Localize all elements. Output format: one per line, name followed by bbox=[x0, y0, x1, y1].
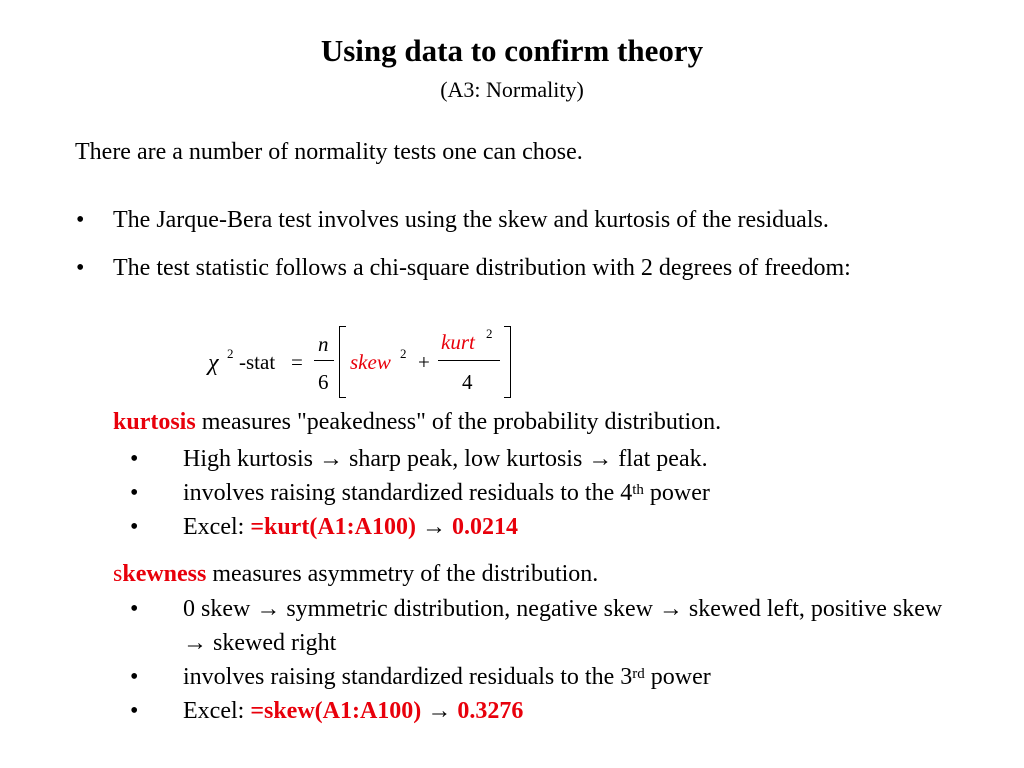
arrow: → bbox=[415, 514, 452, 540]
skew-term: skew bbox=[350, 350, 391, 374]
kurtosis-item-text bbox=[183, 476, 983, 510]
kurtosis-item-text: High kurtosis → sharp peak, low kurtosis → flat peak. bbox=[183, 446, 708, 472]
chi-symbol: χ bbox=[208, 350, 219, 376]
bullet-dot: • bbox=[130, 664, 139, 690]
slide-subtitle: (A3: Normality) bbox=[440, 77, 584, 102]
skewness-item-text bbox=[183, 660, 983, 694]
skewness-term-rest: kewness bbox=[122, 561, 207, 587]
skewness-desc: measures asymmetry of the distribution. bbox=[206, 561, 599, 587]
bullet-text: The Jarque-Bera test involves using the skew and kurtosis of the residuals. bbox=[113, 207, 829, 233]
skewness-paragraph bbox=[113, 561, 598, 588]
excel-skew-formula: =skew(A1:A100) bbox=[250, 698, 422, 724]
text-post: power bbox=[643, 480, 710, 506]
excel-kurt-formula: =kurt(A1:A100) bbox=[250, 514, 416, 540]
stat-label: -stat bbox=[239, 350, 276, 374]
jarque-bera-formula bbox=[205, 322, 525, 402]
plus-sign: + bbox=[418, 350, 430, 374]
text-pre: involves raising standardized residuals to the 4 bbox=[183, 480, 633, 506]
text-post: power bbox=[644, 664, 711, 690]
kurtosis-paragraph bbox=[113, 409, 721, 436]
bullet-dot: • bbox=[130, 698, 139, 724]
kurtosis-desc: measures "peakedness" of the probability distribution. bbox=[195, 409, 722, 435]
kurtosis-term: kurtosis bbox=[113, 409, 196, 435]
text-pre: involves raising standardized residuals to the 3 bbox=[183, 664, 633, 690]
excel-prefix: Excel: bbox=[183, 514, 251, 540]
bullet-dot: • bbox=[130, 514, 139, 540]
fraction-bar-n6 bbox=[314, 360, 334, 361]
frac-six: 6 bbox=[318, 370, 329, 394]
fraction-bar-kurt4 bbox=[438, 360, 500, 361]
left-bracket bbox=[339, 326, 346, 398]
arrow: → bbox=[421, 698, 458, 724]
frac-n: n bbox=[318, 332, 329, 356]
frac-four: 4 bbox=[462, 370, 473, 394]
skewness-term-s: s bbox=[113, 561, 123, 587]
ordinal-suffix: th bbox=[632, 482, 644, 498]
bullet-dot: • bbox=[130, 446, 139, 472]
kurt-term: kurt bbox=[441, 330, 475, 354]
bullet-dot: • bbox=[130, 480, 139, 506]
bullet-dot: • bbox=[76, 255, 85, 281]
intro-text: There are a number of normality tests one can chose. bbox=[75, 139, 583, 165]
excel-prefix: Excel: bbox=[183, 698, 251, 724]
right-bracket bbox=[504, 326, 511, 398]
chi-exponent: 2 bbox=[227, 346, 234, 361]
bullet-text: The test statistic follows a chi-square distribution with 2 degrees of freedom: bbox=[113, 255, 851, 281]
skewness-excel-text bbox=[183, 694, 983, 728]
slide-title: Using data to confirm theory bbox=[320, 33, 704, 68]
bullet-dot: • bbox=[130, 596, 139, 622]
kurtosis-value: 0.0214 bbox=[451, 514, 518, 540]
ordinal-suffix: rd bbox=[632, 666, 645, 682]
kurtosis-excel-text bbox=[183, 510, 983, 544]
skew-exponent: 2 bbox=[400, 346, 407, 361]
bullet-dot: • bbox=[76, 207, 85, 233]
kurt-exponent: 2 bbox=[486, 326, 493, 341]
skewness-value: 0.3276 bbox=[457, 698, 524, 724]
skewness-item-text: 0 skew → symmetric distribution, negative skew → skewed left, positive skew → skewed right bbox=[183, 596, 943, 656]
equals-sign: = bbox=[291, 350, 303, 374]
